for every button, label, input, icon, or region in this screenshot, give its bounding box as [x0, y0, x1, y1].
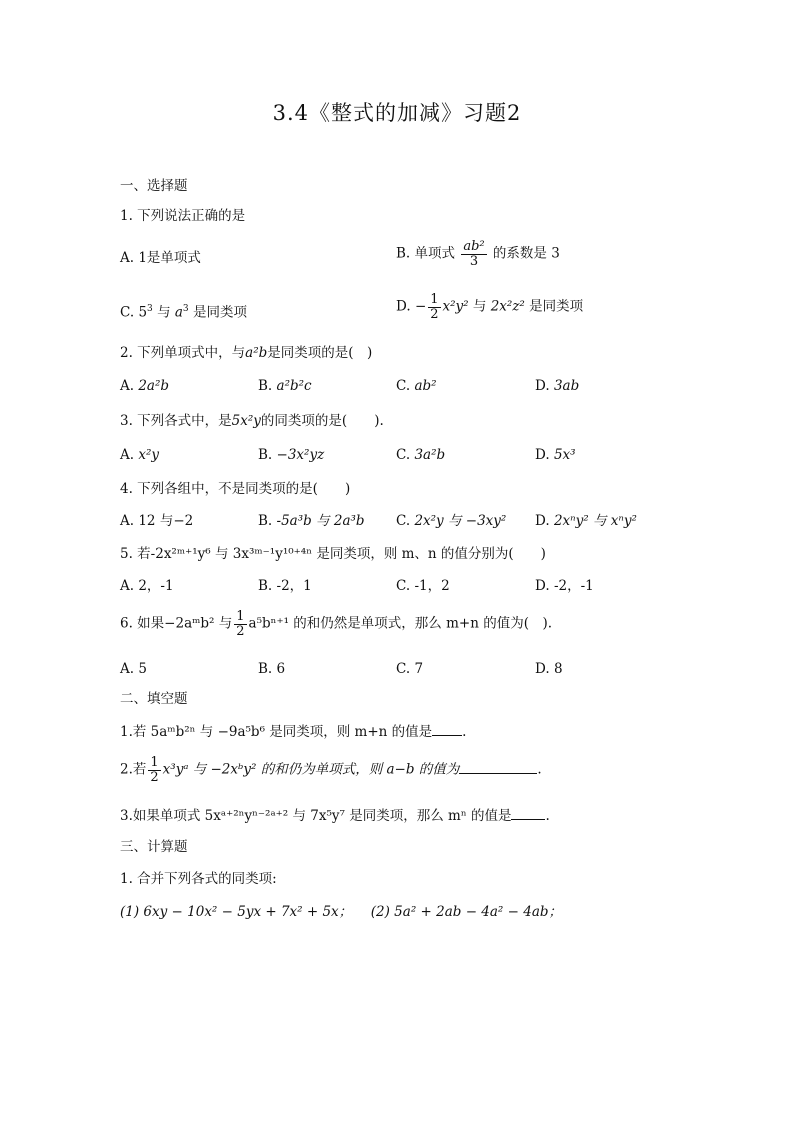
fraction-denominator: 2: [150, 769, 159, 785]
q3-option-d: [535, 449, 576, 463]
option-text-post: 是同类项: [529, 298, 584, 315]
expr-base: 5: [138, 304, 148, 321]
q4-option-a: [120, 515, 193, 529]
fraction-denominator: 3: [469, 253, 479, 269]
q1-stem: 1. 下列说法正确的是: [120, 208, 246, 224]
option-label: A.: [120, 378, 135, 394]
option-text: 5x³: [553, 447, 576, 463]
option-text: 1是单项式: [138, 250, 201, 266]
option-text: 2x²y 与 −3xy²: [414, 513, 507, 529]
option-text: a²b²c: [276, 378, 312, 394]
stem-expr: a²b: [245, 345, 268, 361]
fraction: [461, 240, 486, 268]
option-label: B.: [258, 447, 273, 463]
option-label: D.: [535, 447, 550, 463]
option-text-pre: 单项式: [414, 245, 456, 262]
option-text: -2，-1: [553, 578, 594, 594]
calc-question-1-parts: [120, 906, 562, 920]
connector-text: 与: [157, 304, 171, 321]
option-label: B.: [258, 578, 273, 594]
page-title: 3.4《整式的加减》习题2: [272, 101, 522, 125]
q2-option-b: [258, 380, 312, 394]
section-heading-calc: 三、计算题: [120, 839, 188, 855]
q6-option-d: [535, 663, 563, 677]
fill-pre: 2.若: [120, 761, 147, 778]
stem-pre: 2. 下列单项式中，与: [120, 345, 246, 361]
fill-text: 3.如果单项式 5xᵃ⁺²ⁿyⁿ⁻²ᵃ⁺² 与 7x⁵y⁷ 是同类项，那么 mⁿ 的值是: [120, 808, 512, 824]
fill-question-3: [120, 810, 550, 824]
option-text: 6: [276, 661, 286, 677]
q2-stem: [120, 347, 372, 361]
answer-blank[interactable]: [511, 819, 545, 820]
calc-part-1: (1) 6xy − 10x² − 5yx + 7x² + 5x；: [120, 904, 353, 920]
fraction-denominator: 2: [236, 623, 245, 639]
fill-text: 1.若 5aᵐb²ⁿ 与 −9a⁵b⁶ 是同类项，则 m+n 的值是: [120, 724, 433, 740]
option-label: A.: [120, 250, 135, 266]
q6-stem: [120, 610, 552, 638]
q5-option-c: [396, 580, 450, 594]
fill-end: .: [537, 761, 542, 778]
option-text: 5: [138, 661, 147, 677]
answer-blank[interactable]: [432, 735, 462, 736]
option-label: D.: [535, 513, 550, 529]
q1-option-a: [120, 252, 201, 266]
q1-option-b: [396, 240, 560, 268]
option-label: B.: [258, 513, 273, 529]
stem-post: 的同类项的是( ).: [260, 413, 384, 429]
option-text-post: 是同类项: [192, 304, 247, 321]
fraction-denominator: 2: [430, 306, 439, 322]
calc-part-2: (2) 5a² + 2ab − 4a² − 4ab；: [370, 904, 563, 920]
answer-blank[interactable]: [459, 773, 537, 774]
section-heading-choice: 一、选择题: [120, 178, 188, 194]
option-text: 7: [414, 661, 424, 677]
option-label: D.: [396, 298, 411, 315]
option-text: 3ab: [553, 378, 580, 394]
fill-end: .: [545, 808, 550, 824]
q5-option-b: [258, 580, 312, 594]
option-text: -1，2: [414, 578, 450, 594]
option-label: C.: [120, 304, 135, 321]
exponent: 3: [147, 304, 153, 314]
q2-option-c: [396, 380, 437, 394]
q3-option-c: [396, 449, 445, 463]
q4-option-d: [535, 515, 637, 529]
stem-post: 是同类项的是( ): [267, 345, 373, 361]
q6-option-c: [396, 663, 423, 677]
fill-question-2: [120, 756, 542, 784]
stem-pre: 3. 下列各式中，是: [120, 413, 232, 429]
exponent: 3: [182, 304, 189, 314]
option-label: D.: [535, 378, 550, 394]
fill-end: .: [462, 724, 467, 740]
option-label: D.: [535, 578, 550, 594]
q4-stem: 4. 下列各组中，不是同类项的是( ): [120, 481, 351, 497]
q4-option-b: [258, 515, 365, 529]
q2-option-a: [120, 380, 169, 394]
option-label: B.: [258, 661, 273, 677]
q1-option-c: [120, 305, 247, 320]
option-label: C.: [396, 513, 411, 529]
fraction-numerator: 1: [150, 755, 159, 770]
option-label: C.: [396, 378, 411, 394]
option-label: D.: [535, 661, 550, 677]
option-label: C.: [396, 578, 411, 594]
fraction: [148, 756, 160, 784]
option-label: A.: [120, 661, 135, 677]
option-text: 8: [553, 661, 563, 677]
option-label: C.: [396, 447, 411, 463]
q3-option-a: [120, 449, 159, 463]
section-heading-fill: 二、填空题: [120, 691, 188, 707]
option-label: A.: [120, 447, 135, 463]
option-text: 2a²b: [138, 378, 170, 394]
option-text: x²y: [138, 447, 159, 463]
fraction: [428, 293, 440, 321]
stem-expr: 5x²y: [231, 413, 261, 429]
calc-question-1-stem: 1. 合并下列各式的同类项:: [120, 871, 277, 887]
fraction-numerator: ab²: [463, 239, 485, 254]
q2-option-d: [535, 380, 579, 394]
stem-post: a⁵bⁿ⁺¹ 的和仍然是单项式，那么 m+n 的值为( ).: [248, 615, 553, 632]
q5-option-a: [120, 580, 174, 594]
option-label: C.: [396, 661, 411, 677]
minus-sign: −: [414, 298, 427, 315]
fill-text: x³yᵃ 与 −2xᵇy² 的和仍为单项式，则 a−b 的值为: [162, 761, 460, 778]
q6-option-b: [258, 663, 285, 677]
option-text: -2，1: [276, 578, 312, 594]
fraction: [234, 610, 246, 638]
q4-option-c: [396, 515, 506, 529]
fraction-numerator: 1: [430, 292, 439, 307]
option-text-post: 的系数是 3: [492, 245, 560, 262]
expr: 2x²z²: [490, 298, 525, 315]
option-text: ab²: [414, 378, 437, 394]
option-label: B.: [258, 378, 273, 394]
option-text: 12 与−2: [138, 513, 194, 529]
q5-stem: 5. 若-2x²ᵐ⁺¹y⁶ 与 3x³ᵐ⁻¹y¹⁰⁺⁴ⁿ 是同类项，则 m、n 的值分别为( ): [120, 546, 546, 562]
option-label: A.: [120, 578, 135, 594]
q3-option-b: [258, 449, 324, 463]
fill-question-1: [120, 726, 466, 740]
expr-base: a: [174, 304, 183, 321]
stem-pre: 6. 如果−2aᵐb² 与: [120, 615, 233, 632]
option-text: −3x²yz: [276, 447, 325, 463]
option-text: -5a³b 与 2a³b: [276, 513, 365, 529]
q1-option-d: [396, 293, 583, 321]
q3-stem: [120, 415, 384, 429]
expr: x²y²: [442, 298, 469, 315]
option-text: 3a²b: [414, 447, 446, 463]
fraction-numerator: 1: [236, 609, 245, 624]
q5-option-d: [535, 580, 594, 594]
q6-option-a: [120, 663, 147, 677]
option-label: A.: [120, 513, 135, 529]
option-text: 2，-1: [138, 578, 174, 594]
option-text: 2xⁿy² 与 xⁿy²: [553, 513, 637, 529]
option-label: B.: [396, 245, 411, 262]
connector-text: 与: [472, 298, 487, 315]
